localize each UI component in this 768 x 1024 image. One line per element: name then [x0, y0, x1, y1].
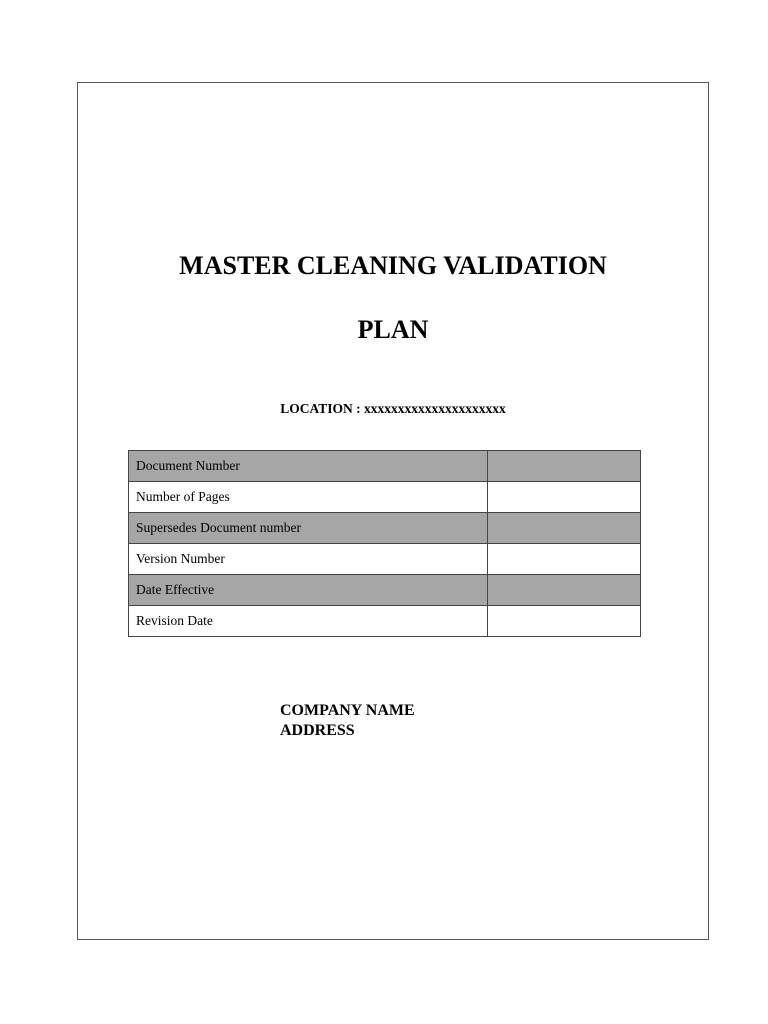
document-info-table	[128, 450, 641, 637]
company-address: ADDRESS	[280, 722, 355, 739]
row-value-date-effective	[488, 575, 641, 606]
row-label-version-number: Version Number	[129, 544, 488, 575]
row-value-document-number	[488, 451, 641, 482]
row-label-number-of-pages: Number of Pages	[129, 482, 488, 513]
row-value-number-of-pages	[488, 482, 641, 513]
table-row	[129, 451, 641, 482]
table-row	[129, 482, 641, 513]
company-block	[280, 701, 415, 741]
row-label-supersedes-document-number: Supersedes Document number	[129, 513, 488, 544]
row-label-date-effective: Date Effective	[129, 575, 488, 606]
table-row	[129, 513, 641, 544]
row-value-version-number	[488, 544, 641, 575]
location-value: xxxxxxxxxxxxxxxxxxxxx	[364, 401, 506, 416]
location-line	[78, 401, 708, 417]
document-title-line-2: PLAN	[357, 315, 429, 344]
company-name: COMPANY NAME	[280, 702, 415, 719]
document-page	[77, 82, 709, 940]
row-value-revision-date	[488, 606, 641, 637]
row-label-revision-date: Revision Date	[129, 606, 488, 637]
row-value-supersedes-document-number	[488, 513, 641, 544]
table-row	[129, 575, 641, 606]
row-label-document-number: Document Number	[129, 451, 488, 482]
document-title-line-1: MASTER CLEANING VALIDATION	[179, 251, 607, 280]
location-label: LOCATION :	[280, 401, 361, 416]
table-row	[129, 544, 641, 575]
table-row	[129, 606, 641, 637]
